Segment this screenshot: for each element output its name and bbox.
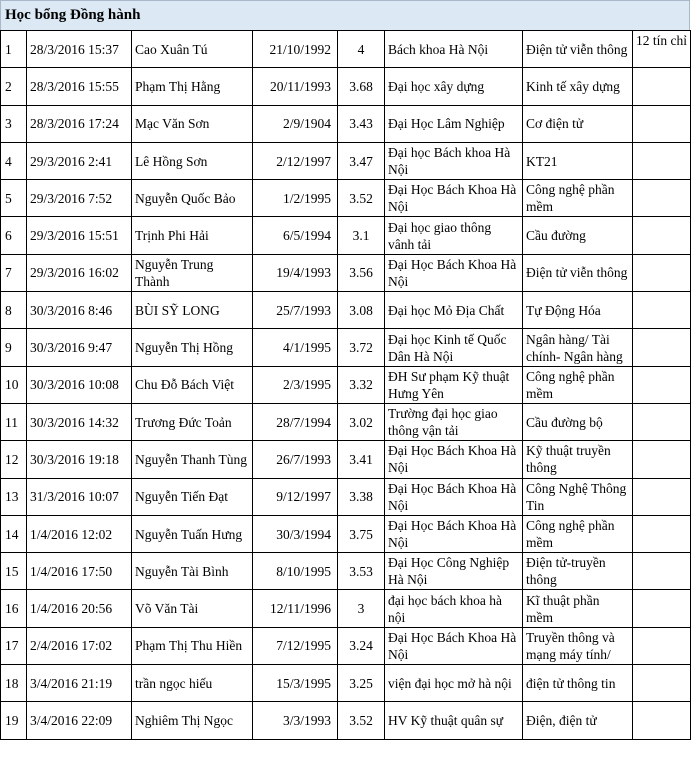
name-cell[interactable]: Nguyễn Thị Hồng [132, 329, 253, 366]
name-cell[interactable]: Cao Xuân Tú [132, 31, 253, 68]
note-cell[interactable] [633, 590, 691, 627]
name-cell[interactable]: Phạm Thị Thu Hiền [132, 627, 253, 664]
university-cell[interactable]: Đại Học Bách Khoa Hà Nội [385, 180, 523, 217]
name-cell[interactable]: Chu Đỗ Bách Việt [132, 366, 253, 403]
table-row [1, 515, 691, 552]
university-cell[interactable]: Đại học xây dựng [385, 68, 523, 105]
university-cell[interactable]: Đại Học Lâm Nghiệp [385, 105, 523, 142]
name-cell[interactable]: Trịnh Phi Hải [132, 217, 253, 254]
name-cell[interactable]: Nguyễn Tiến Đạt [132, 478, 253, 515]
row-index-cell[interactable]: 8 [1, 292, 27, 329]
table-row [1, 142, 691, 179]
university-cell[interactable]: Đại Học Bách Khoa Hà Nội [385, 478, 523, 515]
timestamp-cell[interactable]: 30/3/2016 9:47 [27, 329, 132, 366]
birthdate-cell[interactable]: 4/1/1995 [253, 329, 338, 366]
timestamp-cell[interactable]: 28/3/2016 17:24 [27, 105, 132, 142]
row-index-cell[interactable]: 1 [1, 31, 27, 68]
gpa-cell[interactable]: 3.75 [338, 515, 385, 552]
row-index-cell[interactable]: 14 [1, 515, 27, 552]
table-row [1, 105, 691, 142]
birthdate-cell[interactable]: 7/12/1995 [253, 627, 338, 664]
birthdate-cell[interactable]: 8/10/1995 [253, 553, 338, 590]
row-index-cell[interactable]: 13 [1, 478, 27, 515]
table-body [1, 31, 691, 740]
birthdate-cell[interactable]: 3/3/1993 [253, 702, 338, 739]
timestamp-cell[interactable]: 30/3/2016 10:08 [27, 366, 132, 403]
row-index-cell[interactable]: 11 [1, 403, 27, 440]
name-cell[interactable]: trần ngọc hiếu [132, 665, 253, 702]
major-cell[interactable]: Ngân hàng/ Tài chính- Ngân hàng [523, 329, 633, 366]
name-cell[interactable]: Nghiêm Thị Ngọc [132, 702, 253, 739]
gpa-cell[interactable]: 3.47 [338, 142, 385, 179]
major-cell[interactable]: Truyền thông và mạng máy tính/ [523, 627, 633, 664]
gpa-cell[interactable]: 4 [338, 31, 385, 68]
birthdate-cell[interactable]: 21/10/1992 [253, 31, 338, 68]
table-row [1, 627, 691, 664]
gpa-cell[interactable]: 3.68 [338, 68, 385, 105]
name-cell[interactable]: Mạc Văn Sơn [132, 105, 253, 142]
table-row [1, 590, 691, 627]
row-index-cell[interactable]: 18 [1, 665, 27, 702]
gpa-cell[interactable]: 3.02 [338, 403, 385, 440]
timestamp-cell[interactable]: 1/4/2016 20:56 [27, 590, 132, 627]
table-row [1, 31, 691, 68]
university-cell[interactable]: Đại học Kinh tế Quốc Dân Hà Nội [385, 329, 523, 366]
gpa-cell[interactable]: 3.1 [338, 217, 385, 254]
name-cell[interactable]: Nguyễn Thanh Tùng [132, 441, 253, 478]
row-index-cell[interactable]: 2 [1, 68, 27, 105]
table-row [1, 329, 691, 366]
gpa-cell[interactable]: 3.08 [338, 292, 385, 329]
university-cell[interactable]: viện đại học mở hà nội [385, 665, 523, 702]
birthdate-cell[interactable]: 30/3/1994 [253, 515, 338, 552]
note-cell[interactable] [633, 180, 691, 217]
gpa-cell[interactable]: 3.25 [338, 665, 385, 702]
table-row [1, 217, 691, 254]
major-cell[interactable]: Công nghệ phần mềm [523, 180, 633, 217]
table-row [1, 441, 691, 478]
birthdate-cell[interactable]: 6/5/1994 [253, 217, 338, 254]
timestamp-cell[interactable]: 1/4/2016 17:50 [27, 553, 132, 590]
timestamp-cell[interactable]: 1/4/2016 12:02 [27, 515, 132, 552]
university-cell[interactable]: Bách khoa Hà Nội [385, 31, 523, 68]
major-cell[interactable]: Cầu đường bộ [523, 403, 633, 440]
table-row [1, 180, 691, 217]
timestamp-cell[interactable]: 28/3/2016 15:37 [27, 31, 132, 68]
note-cell[interactable] [633, 142, 691, 179]
university-cell[interactable]: Đại Học Bách Khoa Hà Nội [385, 441, 523, 478]
major-cell[interactable]: điện tử thông tin [523, 665, 633, 702]
row-index-cell[interactable]: 3 [1, 105, 27, 142]
gpa-cell[interactable]: 3.53 [338, 553, 385, 590]
note-cell[interactable] [633, 329, 691, 366]
birthdate-cell[interactable]: 9/12/1997 [253, 478, 338, 515]
note-cell[interactable] [633, 702, 691, 739]
name-cell[interactable]: Trương Đức Toản [132, 403, 253, 440]
timestamp-cell[interactable]: 31/3/2016 10:07 [27, 478, 132, 515]
note-cell[interactable] [633, 441, 691, 478]
timestamp-cell[interactable]: 30/3/2016 8:46 [27, 292, 132, 329]
major-cell[interactable]: Kinh tế xây dựng [523, 68, 633, 105]
note-cell[interactable] [633, 217, 691, 254]
birthdate-cell[interactable]: 28/7/1994 [253, 403, 338, 440]
birthdate-cell[interactable]: 25/7/1993 [253, 292, 338, 329]
table-row [1, 665, 691, 702]
university-cell[interactable]: HV Kỹ thuật quân sự [385, 702, 523, 739]
row-index-cell[interactable]: 17 [1, 627, 27, 664]
note-cell[interactable] [633, 478, 691, 515]
major-cell[interactable]: Tự Động Hóa [523, 292, 633, 329]
name-cell[interactable]: Phạm Thị Hằng [132, 68, 253, 105]
major-cell[interactable]: Cơ điện tử [523, 105, 633, 142]
birthdate-cell[interactable]: 20/11/1993 [253, 68, 338, 105]
timestamp-cell[interactable]: 3/4/2016 21:19 [27, 665, 132, 702]
timestamp-cell[interactable]: 3/4/2016 22:09 [27, 702, 132, 739]
name-cell[interactable]: BÙI SỸ LONG [132, 292, 253, 329]
timestamp-cell[interactable]: 30/3/2016 19:18 [27, 441, 132, 478]
university-cell[interactable]: đại học bách khoa hà nội [385, 590, 523, 627]
applicant-table [0, 30, 691, 740]
major-cell[interactable]: Kỹ thuật truyền thông [523, 441, 633, 478]
note-cell[interactable] [633, 553, 691, 590]
name-cell[interactable]: Nguyễn Tuấn Hưng [132, 515, 253, 552]
row-index-cell[interactable]: 9 [1, 329, 27, 366]
row-index-cell[interactable]: 16 [1, 590, 27, 627]
timestamp-cell[interactable]: 29/3/2016 16:02 [27, 254, 132, 291]
major-cell[interactable]: Công Nghệ Thông Tin [523, 478, 633, 515]
university-cell[interactable]: ĐH Sư phạm Kỹ thuật Hưng Yên [385, 366, 523, 403]
row-index-cell[interactable]: 10 [1, 366, 27, 403]
note-cell[interactable] [633, 254, 691, 291]
note-cell[interactable] [633, 665, 691, 702]
name-cell[interactable]: Lê Hồng Sơn [132, 142, 253, 179]
birthdate-cell[interactable]: 19/4/1993 [253, 254, 338, 291]
major-cell[interactable]: KT21 [523, 142, 633, 179]
major-cell[interactable]: Điện tử viễn thông [523, 31, 633, 68]
note-cell[interactable] [633, 68, 691, 105]
row-index-cell[interactable]: 19 [1, 702, 27, 739]
timestamp-cell[interactable]: 29/3/2016 7:52 [27, 180, 132, 217]
university-cell[interactable]: Đại học Mỏ Địa Chất [385, 292, 523, 329]
gpa-cell[interactable]: 3.32 [338, 366, 385, 403]
gpa-cell[interactable]: 3.43 [338, 105, 385, 142]
table-row [1, 702, 691, 739]
university-cell[interactable]: Đại Học Công Nghiệp Hà Nội [385, 553, 523, 590]
table-row [1, 292, 691, 329]
birthdate-cell[interactable]: 26/7/1993 [253, 441, 338, 478]
note-cell[interactable] [633, 105, 691, 142]
timestamp-cell[interactable]: 28/3/2016 15:55 [27, 68, 132, 105]
note-cell[interactable] [633, 403, 691, 440]
table-row [1, 68, 691, 105]
birthdate-cell[interactable]: 2/12/1997 [253, 142, 338, 179]
timestamp-cell[interactable]: 29/3/2016 2:41 [27, 142, 132, 179]
timestamp-cell[interactable]: 29/3/2016 15:51 [27, 217, 132, 254]
university-cell[interactable]: Trường đại học giao thông vận tải [385, 403, 523, 440]
table-row [1, 478, 691, 515]
timestamp-cell[interactable]: 2/4/2016 17:02 [27, 627, 132, 664]
note-cell[interactable] [633, 515, 691, 552]
gpa-cell[interactable]: 3.52 [338, 702, 385, 739]
major-cell[interactable]: Điện tử viễn thông [523, 254, 633, 291]
table-row [1, 553, 691, 590]
name-cell[interactable]: Võ Văn Tài [132, 590, 253, 627]
university-cell[interactable]: Đại Học Bách Khoa Hà Nội [385, 515, 523, 552]
gpa-cell[interactable]: 3.41 [338, 441, 385, 478]
note-cell[interactable]: 12 tín chỉ [633, 31, 691, 68]
birthdate-cell[interactable]: 2/9/1904 [253, 105, 338, 142]
university-cell[interactable]: Đại học giao thông vânh tải [385, 217, 523, 254]
note-cell[interactable] [633, 292, 691, 329]
major-cell[interactable]: Cầu đường [523, 217, 633, 254]
gpa-cell[interactable]: 3.38 [338, 478, 385, 515]
timestamp-cell[interactable]: 30/3/2016 14:32 [27, 403, 132, 440]
note-cell[interactable] [633, 366, 691, 403]
gpa-cell[interactable]: 3.56 [338, 254, 385, 291]
row-index-cell[interactable]: 7 [1, 254, 27, 291]
birthdate-cell[interactable]: 2/3/1995 [253, 366, 338, 403]
row-index-cell[interactable]: 5 [1, 180, 27, 217]
name-cell[interactable]: Nguyễn Quốc Bảo [132, 180, 253, 217]
table-row [1, 403, 691, 440]
row-index-cell[interactable]: 12 [1, 441, 27, 478]
university-cell[interactable]: Đại Học Bách Khoa Hà Nội [385, 254, 523, 291]
major-cell[interactable]: Điện tử-truyền thông [523, 553, 633, 590]
sheet-title: Học bổng Đồng hành [0, 0, 690, 30]
major-cell[interactable]: Công nghệ phần mềm [523, 515, 633, 552]
gpa-cell[interactable]: 3.24 [338, 627, 385, 664]
name-cell[interactable]: Nguyễn Trung Thành [132, 254, 253, 291]
row-index-cell[interactable]: 4 [1, 142, 27, 179]
birthdate-cell[interactable]: 12/11/1996 [253, 590, 338, 627]
university-cell[interactable]: Đại Học Bách Khoa Hà Nội [385, 627, 523, 664]
table-row [1, 254, 691, 291]
note-cell[interactable] [633, 627, 691, 664]
university-cell[interactable]: Đại học Bách khoa Hà Nội [385, 142, 523, 179]
major-cell[interactable]: Điện, điện tử [523, 702, 633, 739]
table-row [1, 366, 691, 403]
row-index-cell[interactable]: 6 [1, 217, 27, 254]
row-index-cell[interactable]: 15 [1, 553, 27, 590]
gpa-cell[interactable]: 3.72 [338, 329, 385, 366]
gpa-cell[interactable]: 3.52 [338, 180, 385, 217]
gpa-cell[interactable]: 3 [338, 590, 385, 627]
birthdate-cell[interactable]: 15/3/1995 [253, 665, 338, 702]
name-cell[interactable]: Nguyễn Tài Bình [132, 553, 253, 590]
major-cell[interactable]: Kĩ thuật phần mềm [523, 590, 633, 627]
major-cell[interactable]: Công nghệ phần mềm [523, 366, 633, 403]
birthdate-cell[interactable]: 1/2/1995 [253, 180, 338, 217]
